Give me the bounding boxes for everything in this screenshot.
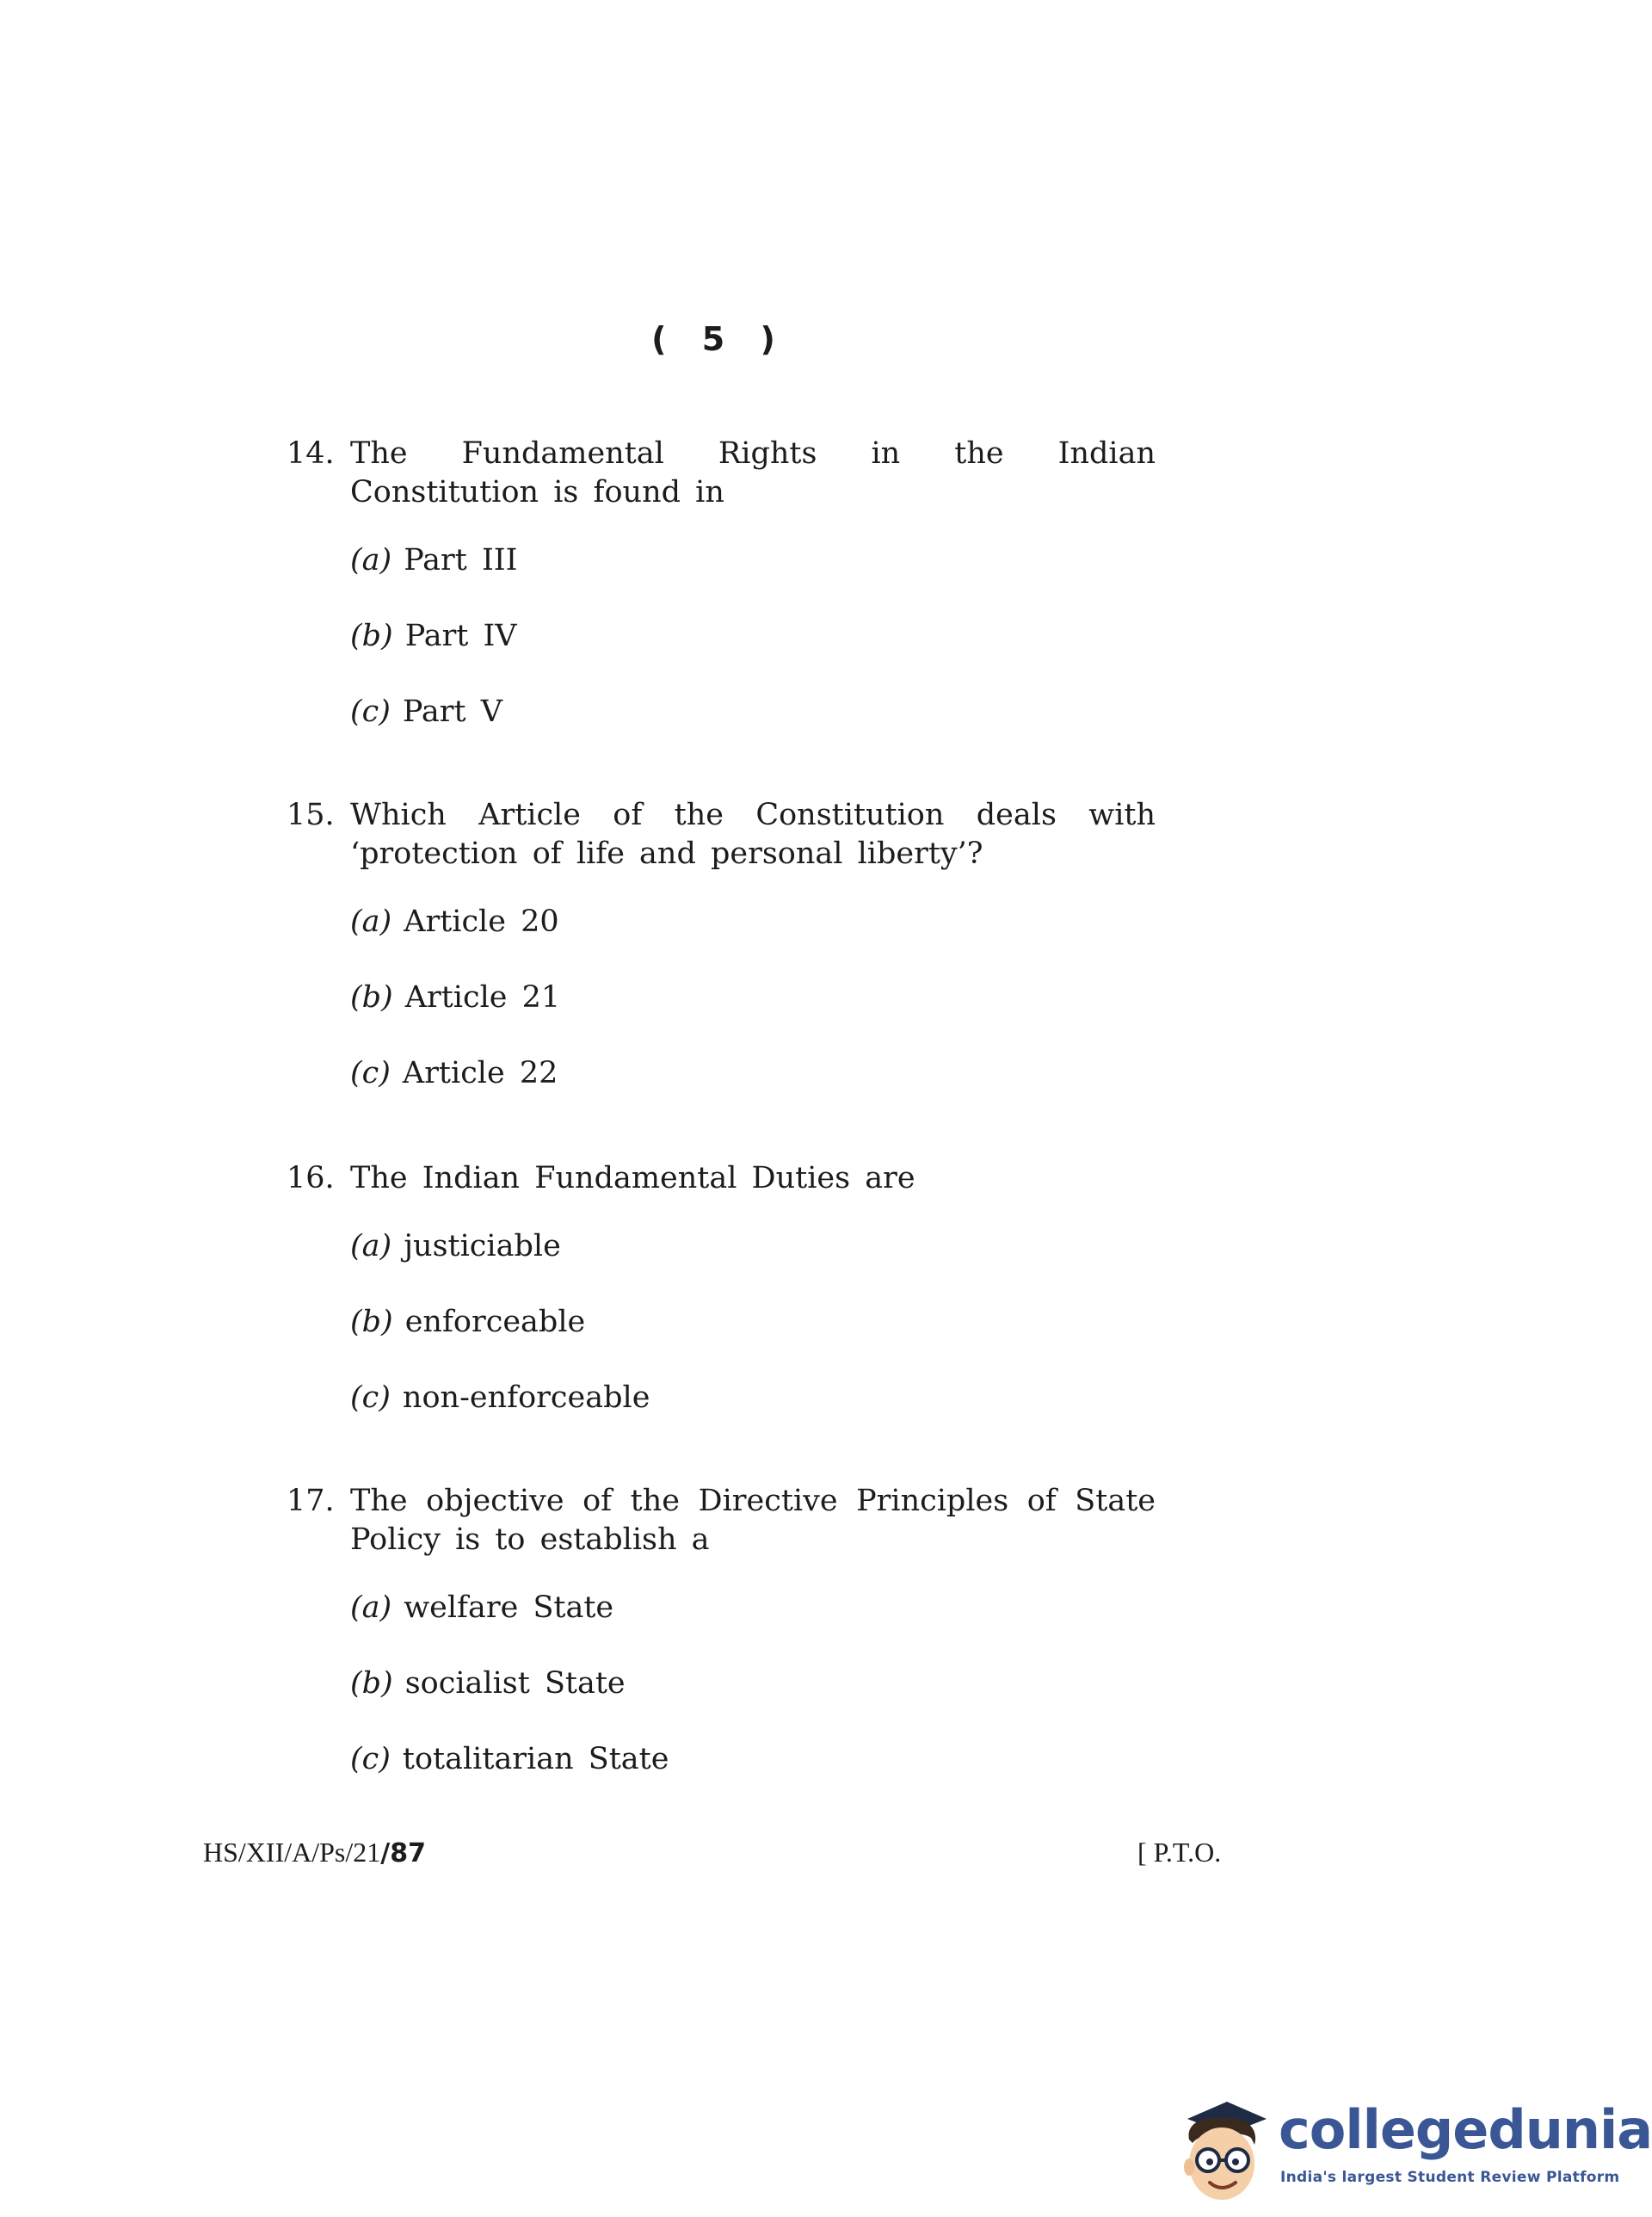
question-number: 15. bbox=[287, 798, 335, 832]
paper-code-number: /87 bbox=[380, 1838, 426, 1868]
option-c bbox=[350, 1740, 1156, 1816]
question-number: 17. bbox=[287, 1484, 335, 1518]
brand-tagline: India's largest Student Review Platform bbox=[1280, 2169, 1620, 2186]
option-text: Article 20 bbox=[404, 905, 559, 939]
brand-name: collegedunia bbox=[1279, 2098, 1652, 2161]
paper-code-prefix: HS/XII/A/Ps/21 bbox=[203, 1837, 381, 1868]
option-a bbox=[350, 541, 1156, 617]
option-letter: (b) bbox=[350, 619, 393, 653]
option-letter: (b) bbox=[350, 1305, 393, 1339]
option-text: Article 21 bbox=[404, 980, 561, 1015]
page-number: ( 5 ) bbox=[651, 320, 787, 358]
option-text: justiciable bbox=[404, 1229, 561, 1263]
option-letter: (a) bbox=[350, 1229, 392, 1263]
question-text: The Fundamental Rights in the Indian Constitution is found in bbox=[350, 436, 1156, 509]
option-a bbox=[350, 903, 1156, 979]
question-17 bbox=[287, 1482, 1156, 1816]
option-letter: (a) bbox=[350, 1590, 392, 1625]
option-text: enforceable bbox=[404, 1305, 586, 1339]
question-text: The Indian Fundamental Duties are bbox=[350, 1161, 915, 1195]
option-c bbox=[350, 693, 1156, 769]
paper-code bbox=[203, 1837, 426, 1868]
question-text: Which Article of the Constitution deals with ‘protection of life and personal liberty’? bbox=[350, 798, 1156, 871]
option-letter: (a) bbox=[350, 905, 392, 939]
option-a bbox=[350, 1227, 1156, 1303]
option-letter: (c) bbox=[350, 1056, 391, 1090]
option-text: Article 22 bbox=[402, 1056, 558, 1090]
question-number: 16. bbox=[287, 1161, 335, 1195]
option-a bbox=[350, 1589, 1156, 1664]
option-letter: (a) bbox=[350, 543, 392, 577]
option-text: Part III bbox=[404, 543, 518, 577]
option-letter: (b) bbox=[350, 980, 393, 1015]
options-list bbox=[350, 1589, 1156, 1816]
option-letter: (c) bbox=[350, 1380, 391, 1415]
option-text: non-enforceable bbox=[402, 1380, 650, 1415]
option-c bbox=[350, 1054, 1156, 1130]
question-number: 14. bbox=[287, 436, 335, 471]
question-15 bbox=[287, 796, 1156, 1130]
option-letter: (c) bbox=[350, 695, 391, 729]
option-text: socialist State bbox=[404, 1666, 626, 1701]
option-letter: (c) bbox=[350, 1742, 391, 1776]
option-text: welfare State bbox=[404, 1590, 614, 1625]
option-letter: (b) bbox=[350, 1666, 393, 1701]
options-list bbox=[350, 903, 1156, 1130]
option-b bbox=[350, 1303, 1156, 1379]
question-text: The objective of the Directive Principles of State Policy is to establish a bbox=[350, 1484, 1156, 1557]
mascot-icon bbox=[1170, 2090, 1273, 2210]
question-14 bbox=[287, 435, 1156, 769]
option-b bbox=[350, 1664, 1156, 1740]
please-turn-over: [ P.T.O. bbox=[1137, 1837, 1222, 1868]
option-text: totalitarian State bbox=[402, 1742, 669, 1776]
question-16 bbox=[287, 1159, 1156, 1454]
option-text: Part IV bbox=[404, 619, 517, 653]
option-c bbox=[350, 1379, 1156, 1454]
collegedunia-watermark bbox=[1170, 2090, 1652, 2210]
option-text: Part V bbox=[402, 695, 502, 729]
options-list bbox=[350, 1227, 1156, 1454]
option-b bbox=[350, 979, 1156, 1054]
options-list bbox=[350, 541, 1156, 769]
option-b bbox=[350, 617, 1156, 693]
